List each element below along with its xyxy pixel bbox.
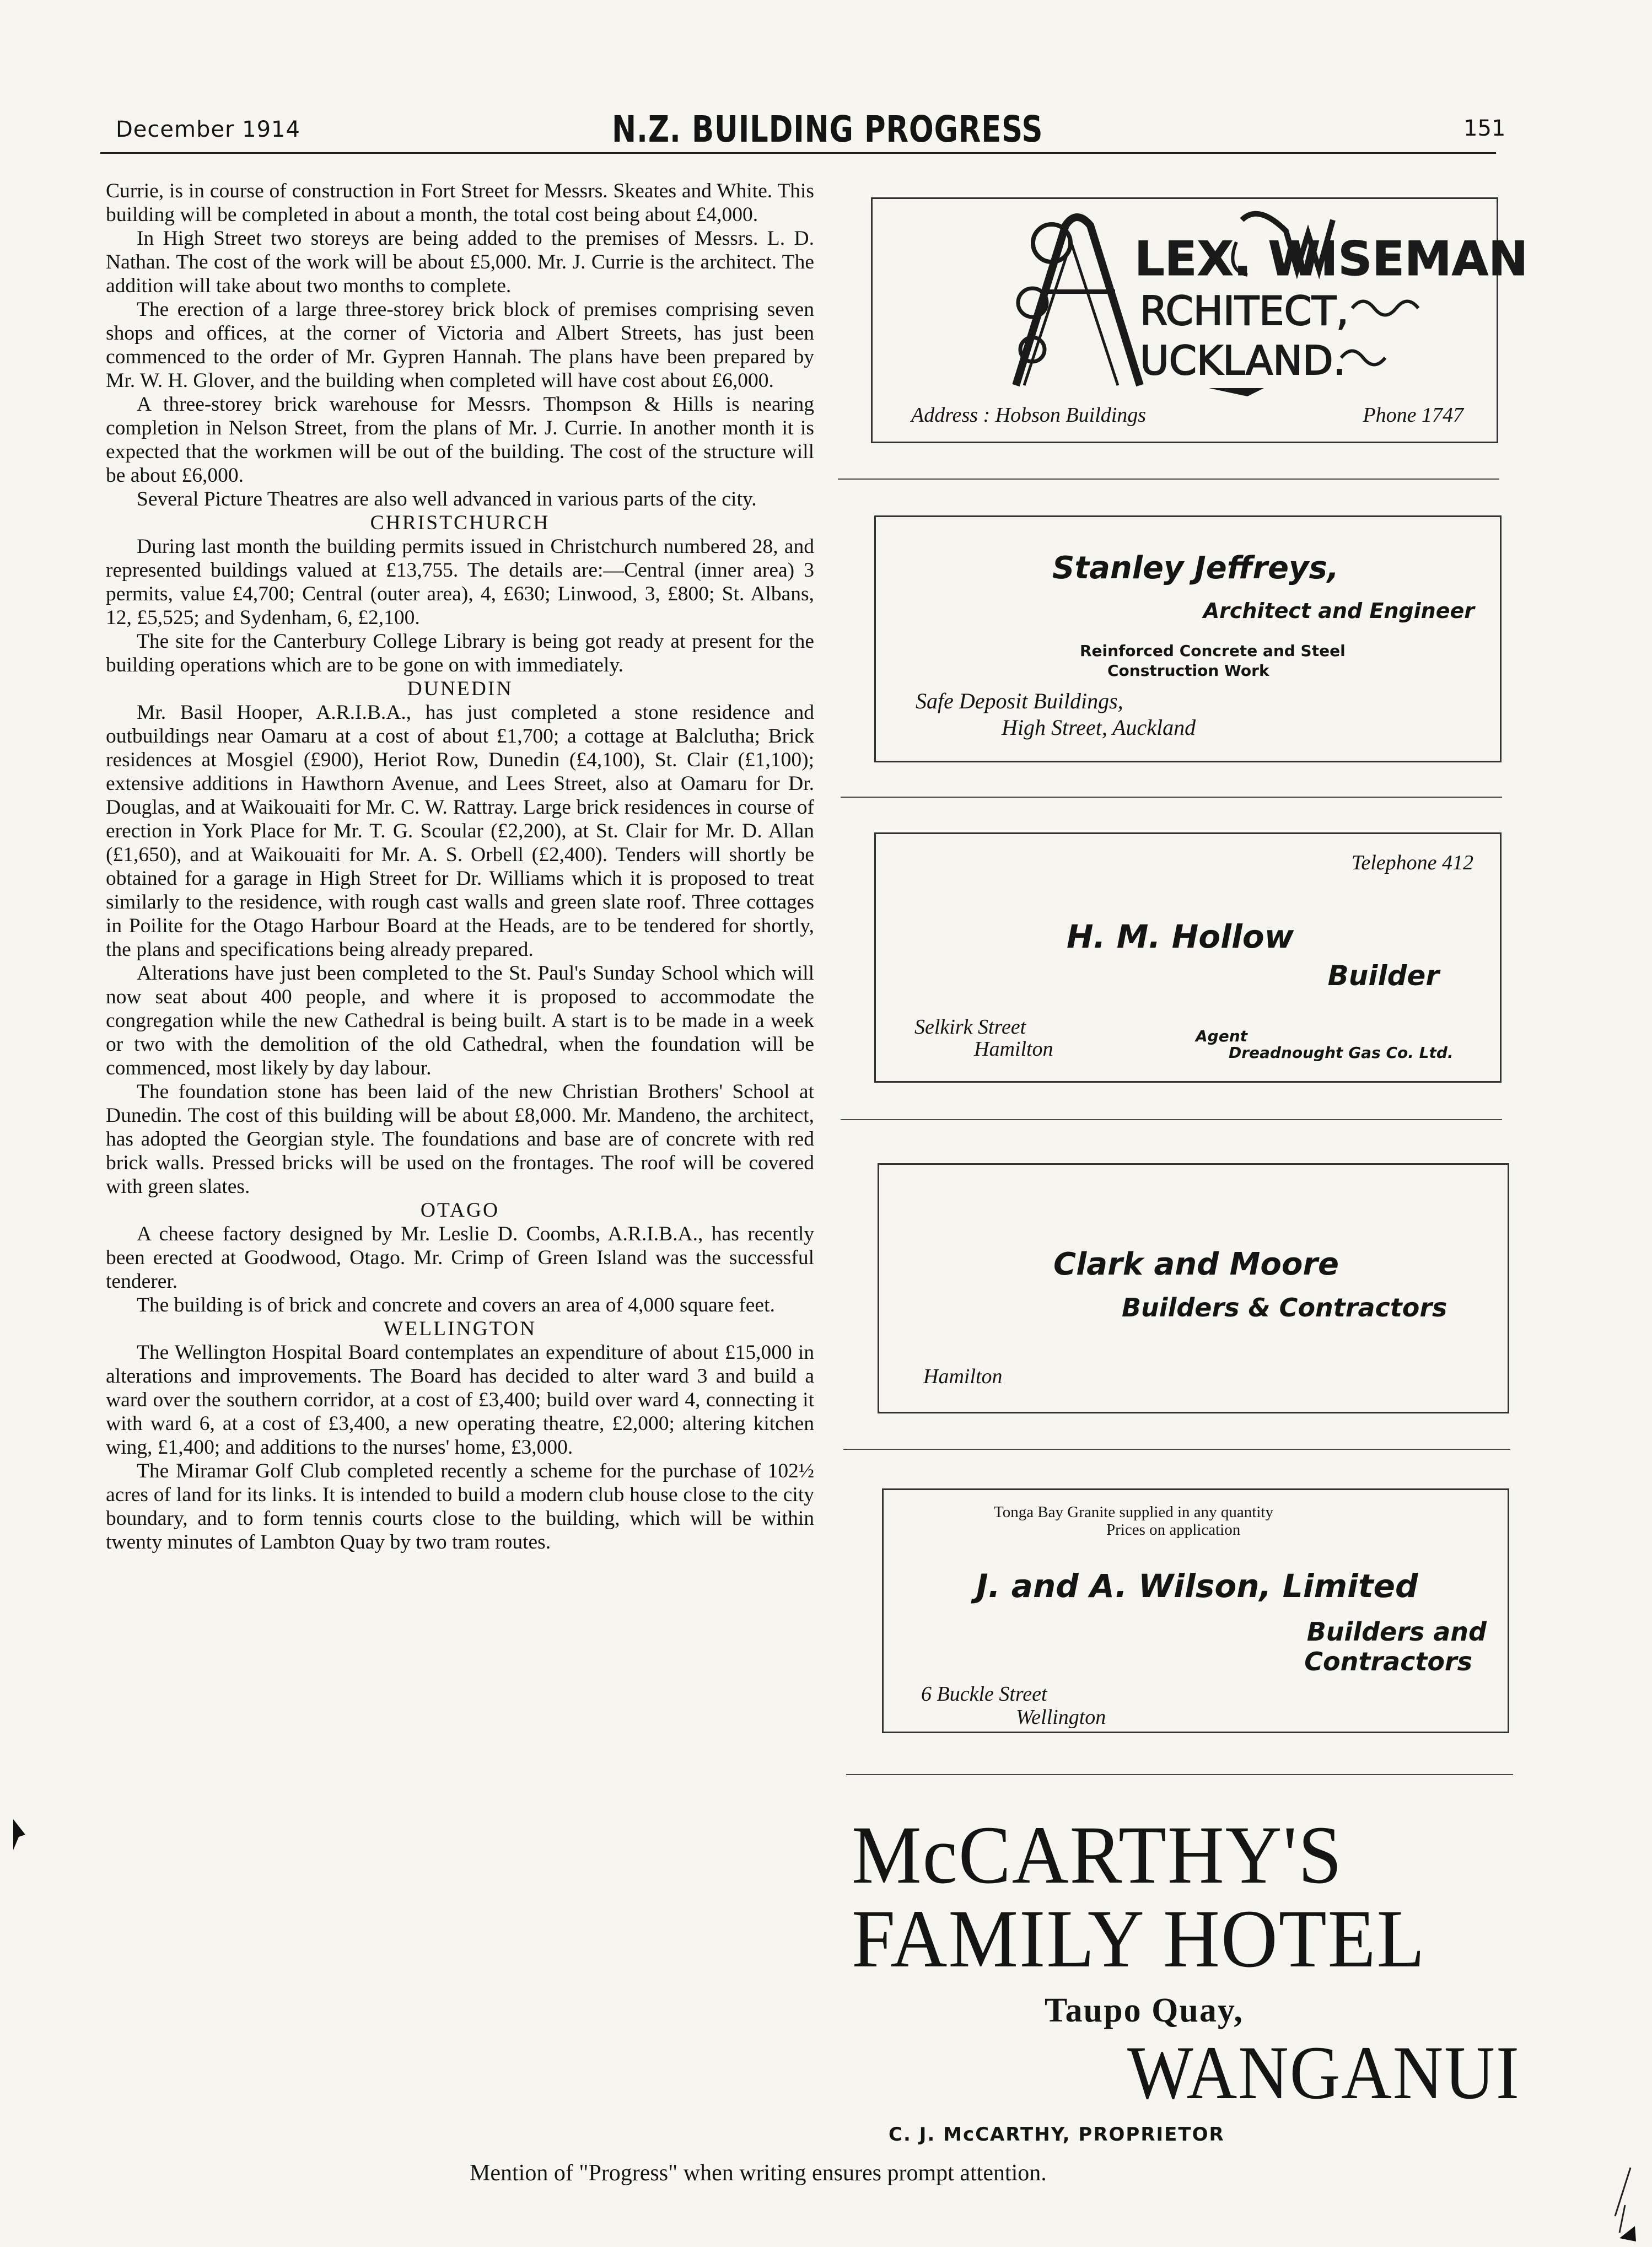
- mccarthy-street: Taupo Quay,: [1045, 1992, 1244, 2029]
- journal-title: N.Z. BUILDING PROGRESS: [612, 108, 1043, 150]
- header-date: December 1914: [116, 117, 300, 142]
- article-paragraph: In High Street two storeys are being added to the premises of Messrs. L. D. Nathan. The cost of the work will be about £5,000. Mr. J. Currie is the architect. The addition will take about two months to complete.: [106, 227, 814, 297]
- mccarthy-town: WANGANUI: [1127, 2030, 1520, 2115]
- wilson-address: 6 Buckle Street: [921, 1682, 1047, 1706]
- section-heading-wellington: WELLINGTON: [383, 1318, 537, 1340]
- hollow-telephone: Telephone 412: [1351, 851, 1473, 874]
- mccarthy-heading: FAMILY HOTEL: [852, 1893, 1426, 1985]
- article-paragraph: Alterations have just been completed to the St. Paul's Sunday School which will now seat about 400 people, and where it is proposed to accommodate the congregation while the new Cathedral is being built. A start is to be made in a week or two with the demolition of the old Cathedral, when the foundation will be commenced, most likely by day labour.: [106, 962, 814, 1079]
- article-paragraph: Several Picture Theatres are also well advanced in various parts of the city.: [137, 488, 757, 510]
- wilson-name: J. and A. Wilson, Limited: [976, 1567, 1418, 1605]
- article-paragraph: The Miramar Golf Club completed recently a scheme for the purchase of 102½ acres of land for its links. It is intended to build a modern club house close to the city boundary, and to form tennis courts close to the building, which will be within twenty minutes of Lambton Quay by two tram routes.: [106, 1460, 814, 1553]
- wiseman-address: Address : Hobson Buildings: [911, 404, 1147, 427]
- article-paragraph: A three-storey brick warehouse for Messrs. Thompson & Hills is nearing completion in Nelson Street, from the plans of Mr. J. Currie. In another month it is expected that the workmen will be out of the building. The cost of the structure will be about £6,000.: [106, 393, 814, 487]
- logo-line3: UCKLAND.: [1140, 337, 1346, 384]
- page-footer: Mention of "Progress" when writing ensures prompt attention.: [470, 2160, 1047, 2186]
- logo-line1: LEX. WISEMAN: [1134, 232, 1529, 287]
- wiseman-phone: Phone 1747: [1363, 404, 1463, 427]
- article-paragraph: The Wellington Hospital Board contemplates an expenditure of about £15,000 in alterations and improvements. The Board has decided to alter ward 3 and build a ward over the southern corridor, at a cost of £3,400; build over ward 4, connecting it with ward 6, at a cost of £3,400, a new operating theatre, £2,000; altering kitchen wing, £1,400; and additions to the nurses' home, £3,000.: [106, 1341, 814, 1459]
- mccarthy-proprietor: C. J. McCARTHY, PROPRIETOR: [889, 2124, 1225, 2146]
- article-paragraph: The foundation stone has been laid of the new Christian Brothers' School at Dunedin. The cost of this building will be about £8,000. Mr. Mandeno, the architect, has adopted the Georgian style. The foundations and base are of concrete with red brick walls. Pressed bricks will be used on the frontages. The roof will be covered with green slates.: [106, 1081, 814, 1198]
- margin-mark-icon: [11, 1818, 28, 1851]
- section-heading-christchurch: CHRISTCHURCH: [370, 512, 550, 534]
- jeffreys-specialty: Reinforced Concrete and Steel: [1080, 642, 1346, 660]
- jeffreys-name: Stanley Jeffreys,: [1052, 550, 1339, 586]
- hollow-agency: Dreadnought Gas Co. Ltd.: [1229, 1044, 1454, 1062]
- article-paragraph: Mr. Basil Hooper, A.R.I.B.A., has just completed a stone residence and outbuildings near Oamaru at a cost of about £1,700; a cottage at Balclutha; Brick residences at Mosgiel (£900), Heriot Row, Dunedin (£4,100), St. Clair (£1,100); extensive additions in Hawthorn Avenue, and Lees Street, also at Oamaru for Dr. Douglas, and at Waikouaiti for Mr. C. W. Rattray. Large brick residences in course of erection in York Place for Mr. T. G. Scoular (£2,200), at St. Clair for Mr. D. Allan (£1,650), and at Waikouaiti for Mr. A. S. Orbell (£2,400). Tenders will shortly be obtained for a garage in High Street for Dr. Williams which it is proposed to treat similarly to the residence, with rough cast walls and green slate roof. Three cottages in Poilite for the Otago Harbour Board at the Heads, are to be tendered for shortly, the plans and specifications being already prepared.: [106, 701, 814, 961]
- ad-separator: [838, 479, 1499, 480]
- jeffreys-address: Safe Deposit Buildings,: [916, 689, 1123, 713]
- hollow-street: Selkirk Street: [914, 1015, 1026, 1039]
- ad-separator: [843, 1449, 1510, 1450]
- ad-separator: [841, 797, 1502, 798]
- hollow-name: H. M. Hollow: [1067, 918, 1294, 955]
- ad-jeffreys: [874, 515, 1502, 762]
- wiseman-logo: [999, 209, 1529, 396]
- ad-wiseman: [871, 197, 1529, 443]
- jeffreys-title: Architect and Engineer: [1203, 599, 1475, 623]
- hollow-town: Hamilton: [974, 1038, 1053, 1061]
- article-paragraph: The site for the Canterbury College Library is being got ready at present for the building operations which are to be gone on with immediately.: [106, 630, 814, 676]
- section-heading-dunedin: DUNEDIN: [407, 678, 513, 700]
- clark-moore-town: Hamilton: [923, 1365, 1003, 1388]
- header-rule: [100, 152, 1496, 154]
- ad-separator: [846, 1774, 1513, 1775]
- ad-separator: [841, 1119, 1502, 1120]
- hollow-trade: Builder: [1327, 960, 1439, 992]
- wilson-prices-line: Prices on application: [1106, 1521, 1241, 1539]
- logo-line2: RCHITECT,: [1140, 288, 1349, 334]
- clark-moore-name: Clark and Moore: [1053, 1246, 1339, 1282]
- margin-mark-icon: [1608, 2167, 1642, 2244]
- page-number: 151: [1463, 116, 1506, 141]
- hollow-agent-label: Agent: [1196, 1027, 1248, 1045]
- ad-wilson: [882, 1488, 1509, 1733]
- clark-moore-trade: Builders & Contractors: [1122, 1293, 1447, 1323]
- wilson-trade: Builders and: [1306, 1617, 1487, 1647]
- section-heading-otago: OTAGO: [420, 1199, 500, 1222]
- article-paragraph: During last month the building permits issued in Christchurch numbered 28, and represented buildings valued at £13,755. The details are:—Central (inner area) 3 permits, value £4,700; Central (outer area), 4, £630; Linwood, 3, £800; St. Albans, 12, £5,525; and Sydenham, 6, £2,100.: [106, 535, 814, 629]
- jeffreys-address: High Street, Auckland: [1002, 715, 1196, 740]
- jeffreys-specialty: Construction Work: [1107, 662, 1269, 680]
- article-paragraph: Currie, is in course of construction in Fort Street for Messrs. Skeates and White. This building will be completed in about a month, the total cost being about £4,000.: [106, 180, 814, 226]
- article-paragraph: A cheese factory designed by Mr. Leslie D. Coombs, A.R.I.B.A., has recently been erected at Goodwood, Otago. Mr. Crimp of Green Island was the successful tenderer.: [106, 1223, 814, 1293]
- wilson-address: Wellington: [1016, 1706, 1106, 1729]
- article-paragraph: The erection of a large three-storey brick block of premises comprising seven shops and offices, at the corner of Victoria and Albert Streets, has just been commenced to the order of Mr. Gypren Hannah. The plans have been prepared by Mr. W. H. Glover, and the building when completed will have cost about £6,000.: [106, 298, 814, 392]
- ad-hollow: [874, 832, 1502, 1083]
- mccarthy-heading: McCARTHY'S: [852, 1809, 1343, 1901]
- ad-clark-moore: [878, 1163, 1509, 1413]
- wilson-trade: Contractors: [1304, 1647, 1472, 1676]
- article-paragraph: The building is of brick and concrete and covers an area of 4,000 square feet.: [137, 1294, 775, 1316]
- wilson-granite-line: Tonga Bay Granite supplied in any quantity: [994, 1503, 1273, 1521]
- article-column: [106, 179, 814, 1554]
